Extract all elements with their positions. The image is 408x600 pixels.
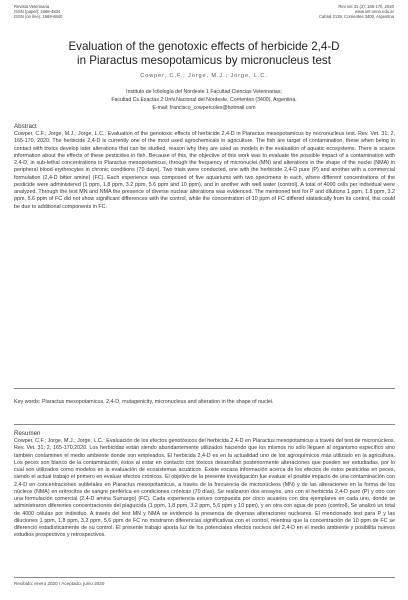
keywords-label: Key words: (14, 399, 41, 405)
affiliation (20, 88, 388, 112)
journal-info (14, 4, 62, 19)
title-line-1: Evaluation of the genotoxic effects of herbicide 2,4-D (68, 40, 340, 53)
abstract-heading: Abstract (14, 123, 37, 130)
journal-address: Cabral 2139, Corrientes 3400, Argentina (319, 14, 394, 19)
title-line-2: in Piaractus mesopotamicus by micronucleus test (77, 54, 331, 67)
resumen-section (14, 430, 395, 540)
citation-info (319, 4, 394, 19)
abstract-section (14, 123, 395, 211)
resumen-body: Cowper, C.F.; Jorge, M.J.; Jorge, L.C.: Evaluación de los efectos genotóxicos del herbicida 2,4-D en Piaractus mesopotamicus a través del test de micronúcleos. Rev. Vet. 31; 2, 165-170,2020. Los herbicidas están siendo abundantemente utilizados haciendo que los mismos no sólo lleguen al organismo específico sino también contaminen el medio ambiente donde son empleados. El herbicida 2,4-D es en la actualidad uno de los agroquímicos más utilizado en la agricultura. Los peces son blanco de la contaminación, éstos al estar en contacto con tóxicos desarrollan posteriormente alteraciones que pueden ser estudiadas, por lo cual son utilizados como modelos en la evaluación de ecosistemas acuáticos. Existe escasa información acerca de los efectos de estos pesticidas en peces, siendo el actual trabajo el primero en evaluar efectos crónicos. El objetivo de la presente investigación fue evaluar el posible impacto de una contaminación con 2,4-D en concentraciones subletales en Piaractus mesopotamicus, a través de la frecuencia de micronúcleos (MN) y de las alteraciones en la forma de los núcleos (NMA) en eritrocitos de sangre periférica en condiciones crónicas (70 días). Se realizaron dos ensayos, uno con el herbicida 2,4-D puro (P) y otro con una formulación comercial (2,4-D amina Sumargo) (FC). Cada experiencia estuvo compuesta por cinco acuarios con dos ejemplares en cada uno, donde se administraron diferentes concentraciones del plaguicida (1 ppm, 1,8 ppm, 3,2 ppm, 5,6 ppm y 10 ppm), y en otra con agua de pozo (control). Se analizó un total de 4000 células por individuo. A través del test MN y NMA se evidenció la presencia de diversas alteraciones nucleares. El mencionado test para P y las diluciones 1 ppm, 1,8 ppm, 3,2 ppm, 5,6 ppm de FC no mostraron diferencias significativas con el control, mientras que la concentración de 10 ppm de FC se diferenció estadísticamente de su control. El presente trabajo aporta luz de los potenciales efectos nocivos del 2,4-D en el medio ambiente y posibilita nuevos estudios prospectivos y retrospectivos. (14, 438, 395, 539)
received-accepted-dates: Recibido: enero 2020 / Aceptado: junio 2020 (14, 581, 105, 586)
abstract-body: Cowper, C.F.; Jorge, M.J.; Jorge, L.C.: Evaluation of the genotoxic effects of herbicide 2,4-D in Piaractus mesopotamicus by micronucleus test. Rev. Vet. 31; 2, 165-170, 2020. The herbicide 2,4-D is currently one of the most used agrochemicals in agriculture. The fish are target of contamination, these when being in contact with toxics develop later alterations that can be studied, reason why they are used as models in the evaluation of aquatic ecosystems. There is scarce information about the effects of these pesticides in fish. Because of this, the objective of this work was to evaluate the possible impact of a contamination with 2,4-D, in sub-lethal concentrations in Piaractus mesopotamicus, through the frequency of micronuclei (MN) and alterations in the shape of the nuclei (NMA) in peripheral blood erythrocytes in chronic conditions (70 days). Two trials were conducted, one with the herbicide 2,4-D pure (P) and another with a commercial formulation (2,4-D bitter amine) (FC). Each experience was composed of five aquariums with two specimens in each, where different concentrations of the pesticide were administered (1 ppm, 1.8 ppm, 3.2 ppm, 5.6 ppm and 10 ppm), and in another with well water (control). A total of 4000 cells per individual were analyzed. Through the test MN and NMA the presence of diverse nuclear alterations was evidenced. The mentioned test for P and dilutions 1 ppm, 1.8 ppm, 3.2 ppm, 5.6 ppm of FC did not show significant differences with the control, while the concentration of 10 ppm of FC differed statistically from its control, this could be due to additional components in FC. (14, 131, 395, 210)
journal-name: Revista Veterinaria (14, 4, 50, 9)
keywords-body: Piaractus mesopotamicus, 2,4-D, mutagenicity, micronucleus and alteration in the shape of nuclei. (41, 399, 274, 405)
divider (14, 424, 395, 425)
affiliation-line-2: Facultad Cs.Exactas 2 Univ.Nacional del Nordeste, Corrientes (3400), Argentina. (111, 97, 297, 103)
journal-url: www.vet.unne.edu.ar (354, 9, 394, 14)
divider (14, 577, 395, 578)
issn-print: ISSN (papel): 1668-4834 (14, 9, 61, 14)
page-header (14, 4, 394, 32)
keywords-section (14, 399, 395, 406)
resumen-heading: Resumen (14, 430, 41, 437)
volume-citation: Rev vet 31 (2): 165-170, 2020 (338, 4, 394, 9)
issn-online: ISSN (on line): 1669-6840 (14, 14, 63, 19)
divider (14, 388, 395, 389)
paper-title (20, 40, 388, 68)
affiliation-line-1: Instituto de Ictiología del Nordeste 1 Facultad Ciencias Veterinarias; (126, 89, 282, 95)
contact-email: E-mail: francisco_cowpercoles@hotmail.com (152, 105, 256, 111)
author-list: Cowper, C.F.; Jorge, M.J.; Jorge, L.C. (140, 73, 268, 79)
